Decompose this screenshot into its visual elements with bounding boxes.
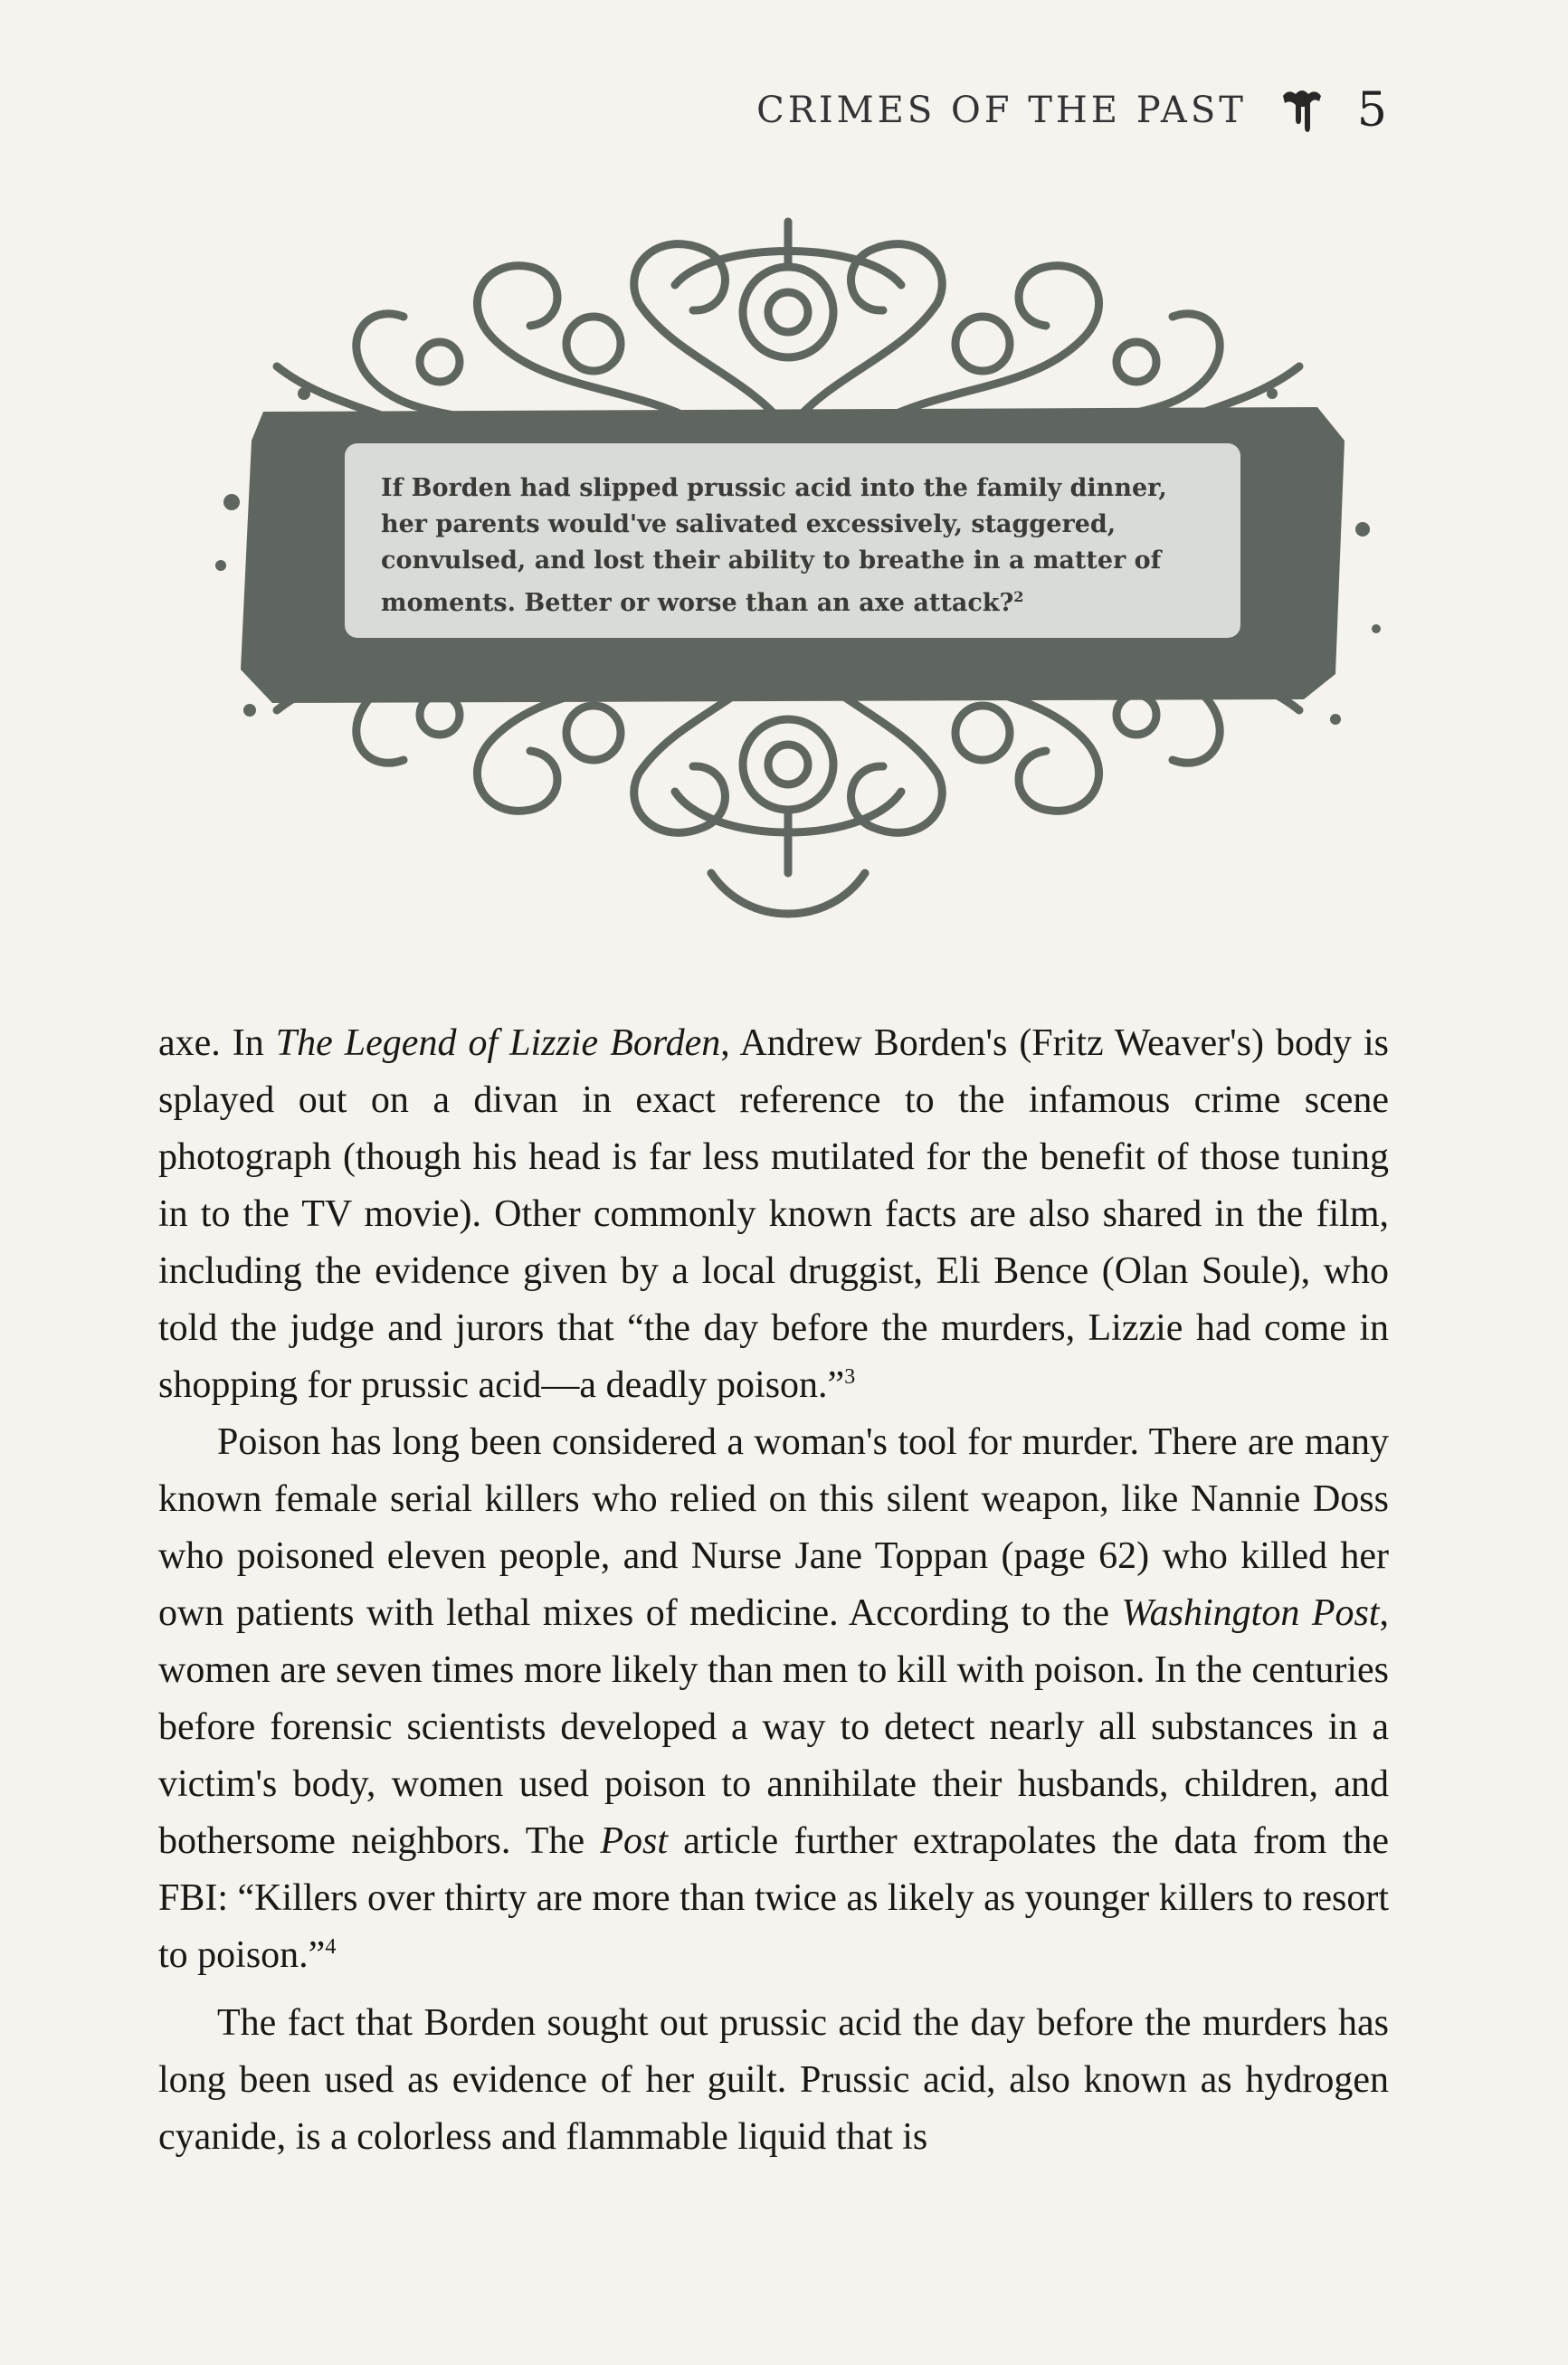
page-number: 5 xyxy=(1356,83,1387,138)
pullquote-text: If Borden had slipped prussic acid into the family dinner, her parents would've salivated excessively, staggered, convulsed, and lost their ability to breathe in a matter of moments. Better or worse than an axe attack?$^2$ xyxy=(381,474,1167,617)
running-head xyxy=(756,83,1387,138)
footnote-marker: 2 xyxy=(1013,588,1024,605)
paragraph: axe. In The Legend of Lizzie Borden, Andrew Borden's (Fritz Weaver's) body is splayed out on a divan in exact reference to the infamous crime scene photograph (though his head is far less mutilated for the benefit of those tuning in to the TV movie). Other commonly known facts are also shared in the film, including the evidence given by a local druggist, Eli Bence (Olan Soule), who told the judge and jurors that “the day before the murders, Lizzie had come in shopping for prussic acid—a deadly poison.”$^3$ xyxy=(158,1022,1389,1406)
publication-title: Washington Post xyxy=(1121,1592,1380,1634)
film-title: The Legend of Lizzie Borden xyxy=(275,1022,721,1064)
paragraph: The fact that Borden sought out prussic acid the day before the murders has long been used as evidence of her guilt. Prussic acid, also known as hydrogen cyanide, is a colorless and flammable liquid that is xyxy=(158,2002,1389,2158)
footnote-marker: 3 xyxy=(844,1365,856,1389)
paragraph: Poison has long been considered a woman's tool for murder. There are many known female serial killers who relied on this silent weapon, like Nannie Doss who poisoned eleven people, and Nurse Jane Toppan (page 62) who killed her own patients with lethal mixes of medicine. According to the Washington Post, women are seven times more likely than men to kill with poison. In the centuries before forensic scientists developed a way to detect nearly all substances in a victim's body, women used poison to annihilate their husbands, children, and bothersome neighbors. The Post article further extrapolates the data from the FBI: “Killers over thirty are more than twice as likely as younger killers to resort to poison.”$^4$ xyxy=(158,1421,1390,1976)
blood-drip-ornament-icon xyxy=(1279,83,1325,138)
pullquote-frame xyxy=(168,204,1408,955)
publication-title-short: Post xyxy=(600,1820,669,1862)
body-text xyxy=(158,1015,1389,2166)
pullquote-box xyxy=(345,443,1240,638)
footnote-marker: 4 xyxy=(325,1935,337,1959)
running-title: CRIMES OF THE PAST xyxy=(756,90,1247,131)
